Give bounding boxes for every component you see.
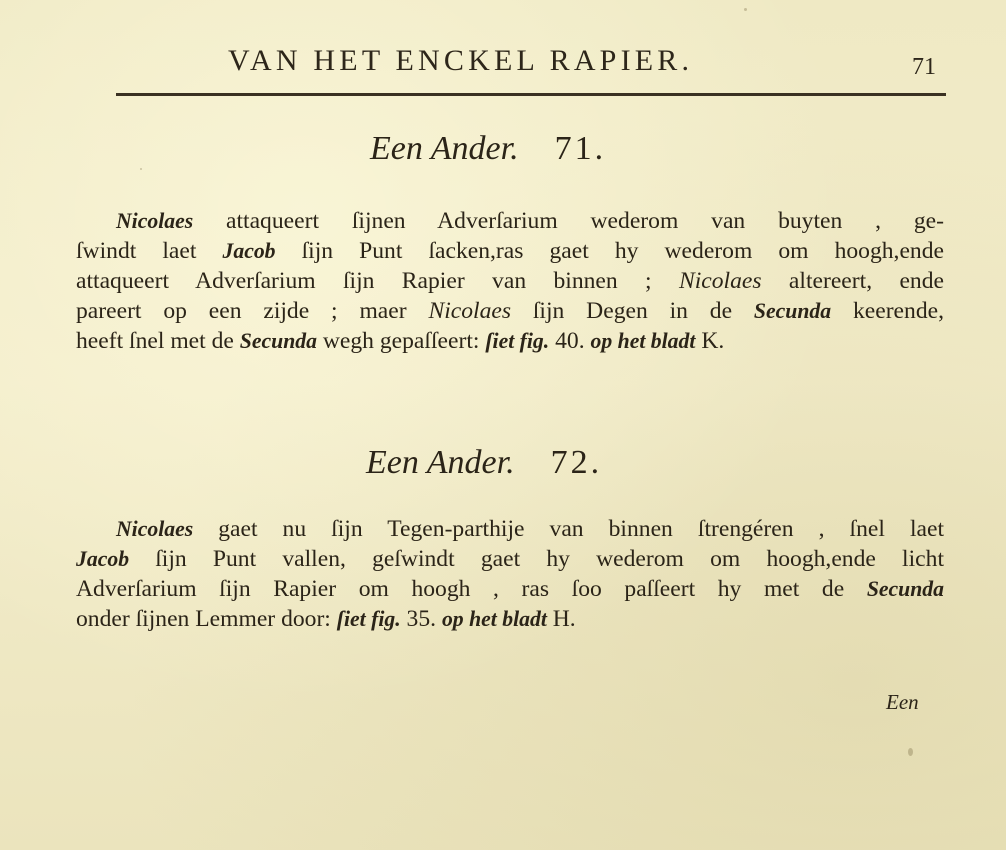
text-line [76, 604, 944, 634]
line-text: gaet nu ſijn Tegen-parthije van binnen ſtrengéren , ſnel laet [193, 516, 944, 542]
line-text: Adverſarium ſijn Rapier om hoogh , ras ſoo paſſeert hy met de [76, 576, 867, 602]
emphasis-text: ſiet fig. [485, 329, 550, 353]
heading-number: 71. [554, 130, 607, 167]
line-text: 35. [400, 606, 442, 632]
section-heading-71 [370, 130, 606, 168]
line-text: wegh gepaſſeert: [316, 328, 486, 354]
section-text-72 [76, 514, 944, 634]
heading-title: Een Ander. [366, 444, 515, 481]
line-text: ſijn Punt ſacken,ras gaet hy wederom om hoogh,ende [275, 238, 944, 264]
line-text: keerende, [831, 298, 944, 324]
emphasis-text: Nicolaes [116, 209, 194, 233]
catchword: Een [886, 690, 919, 714]
section-heading-72 [366, 444, 602, 482]
line-text: 40. [549, 328, 591, 354]
head-rule [116, 93, 946, 96]
paper-speck [744, 8, 747, 11]
line-text: K. [695, 328, 725, 354]
paper-speck [140, 168, 142, 170]
line-text: ſwindt laet [76, 238, 223, 264]
page-number: 71 [912, 54, 936, 80]
line-text: attaqueert Adverſarium ſijn Rapier van binnen ; [76, 268, 679, 294]
line-text: attaqueert ſijnen Adverſarium wederom van buyten , ge- [193, 208, 944, 234]
emphasis-text: Nicolaes [116, 517, 194, 541]
heading-number: 72. [550, 444, 603, 481]
running-title: VAN HET ENCKEL RAPIER. [228, 44, 694, 77]
section-text-71 [76, 206, 944, 356]
emphasis-text: ſiet fig. [336, 607, 401, 631]
emphasis-text: Nicolaes [678, 268, 762, 294]
line-text: onder ſijnen Lemmer door: [76, 606, 337, 632]
emphasis-text: Secunda [753, 299, 832, 323]
line-text: ſijn Punt vallen, geſwindt gaet hy wederom om hoogh,ende licht [129, 546, 944, 572]
heading-title: Een Ander. [370, 130, 519, 167]
text-line [76, 236, 944, 266]
line-text: H. [546, 606, 576, 632]
line-text: heeft ſnel met de [76, 328, 240, 354]
emphasis-text: Jacob [222, 239, 276, 263]
line-text: pareert op een zijde ; maer [76, 298, 429, 324]
text-line [76, 296, 944, 326]
emphasis-text: Secunda [239, 329, 317, 353]
text-line [76, 574, 944, 604]
text-line [76, 544, 944, 574]
emphasis-text: Nicolaes [428, 298, 512, 324]
emphasis-text: Jacob [76, 547, 130, 571]
line-text: altereert, ende [761, 268, 944, 294]
emphasis-text: op het bladt [441, 607, 547, 631]
text-line [76, 514, 944, 544]
paper-speck [908, 748, 913, 756]
text-line [76, 206, 944, 236]
emphasis-text: Secunda [866, 577, 944, 601]
line-text: ſijn Degen in de [511, 298, 754, 324]
text-line [76, 266, 944, 296]
running-head [116, 36, 946, 98]
text-line [76, 326, 944, 356]
emphasis-text: op het bladt [590, 329, 696, 353]
